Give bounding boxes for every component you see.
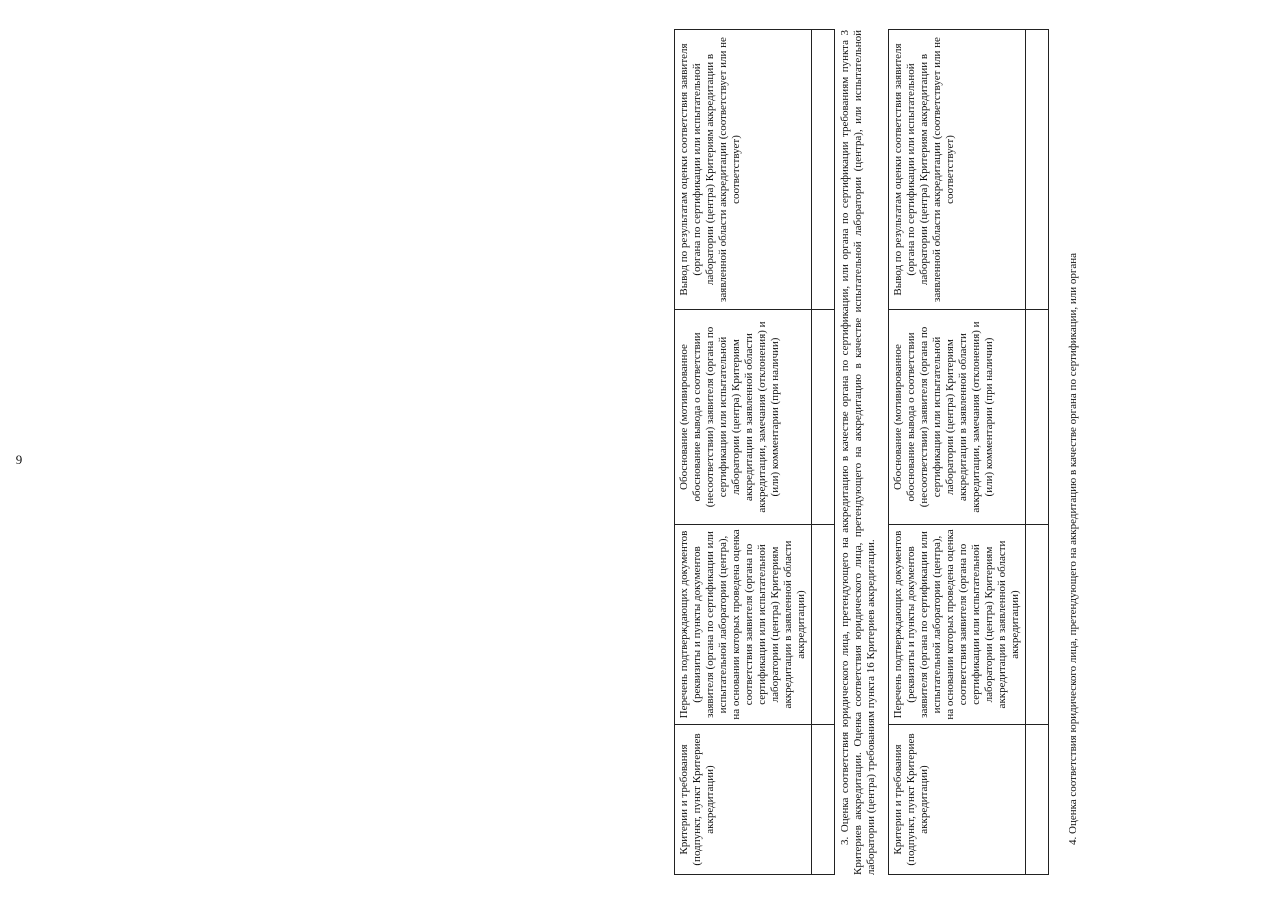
criteria-table-2	[888, 29, 1049, 875]
table-header-row	[675, 30, 812, 875]
header-documents: Перечень подтверждающих документов (реквизиты и пункты документов заявителя (органа по сертификации или испытательной лаборатории (центра), на основании которых проведена оценка соответствия заявителя (органа по сертификации или испытательной лаборатории (центра) Критериям аккредитации в заявленной области аккредитации)	[889, 525, 1026, 725]
header-documents: Перечень подтверждающих документов (реквизиты и пункты документов заявителя (органа по сертификации или испытательной лаборатории (центра), на основании которых проведена оценка соответствия заявителя (органа по сертификации или испытательной лаборатории (центра) Критериям аккредитации в заявленной области аккредитации)	[675, 525, 812, 725]
header-conclusion: Вывод по результатам оценки соответствия заявителя (органа по сертификации или испытательной лаборатории (центра) Критериям аккредитации в заявленной области аккредитации (соответствует или не соответствует)	[675, 30, 812, 310]
rotated-page-content	[640, 0, 1280, 905]
table-cell	[811, 310, 834, 525]
header-criteria: Критерии и требования (подпункт, пункт Критериев аккредитации)	[889, 725, 1026, 875]
table-cell	[1025, 310, 1048, 525]
page-number: 9	[15, 452, 23, 467]
header-conclusion: Вывод по результатам оценки соответствия заявителя (органа по сертификации или испытательной лаборатории (центра) Критериям аккредитации в заявленной области аккредитации (соответствует или не соответствует)	[889, 30, 1026, 310]
section-3-paragraph	[839, 30, 879, 875]
table-cell	[1025, 30, 1048, 310]
header-justification: Обоснование (мотивированное обоснование вывода о соответствии (несоответствии) заявителя (органа по сертификации или испытательной лаборатории (центра) Критериям аккредитации в заявленной области аккредитации, замечания (отклонения) и (или) комментарии (при наличии)	[889, 310, 1026, 525]
section-4-paragraph: 4. Оценка соответствия юридического лица, претендующего на аккредитацию в качестве органа по сертификации, или органа	[1066, 252, 1079, 845]
table-cell	[811, 725, 834, 875]
table-cell	[1025, 525, 1048, 725]
header-criteria: Критерии и требования (подпункт, пункт Критериев аккредитации)	[675, 725, 812, 875]
table-cell	[1025, 725, 1048, 875]
table-row	[811, 30, 834, 875]
criteria-table-1	[674, 29, 835, 875]
document-sheet	[670, 30, 1260, 875]
table-cell	[811, 30, 834, 310]
table-row	[1025, 30, 1048, 875]
header-justification: Обоснование (мотивированное обоснование вывода о соответствии (несоответствии) заявителя (органа по сертификации или испытательной лаборатории (центра) Критериям аккредитации в заявленной области аккредитации, замечания (отклонения) и (или) комментарии (при наличии)	[675, 310, 812, 525]
section-3-text: 3. Оценка соответствия юридического лица, претендующего на аккредитацию в качестве органа по сертификации, или органа по сертификации требованиям пункта 3 Критериев аккредитации. Оценка соответствия юридического лица, претендующего на аккредитацию в качестве испытательной лаборатории (центра), или испытательной лаборатории (центра) требованиям пункта 16 Критериев аккредитации.	[838, 30, 878, 875]
table-header-row	[889, 30, 1026, 875]
table-cell	[811, 525, 834, 725]
